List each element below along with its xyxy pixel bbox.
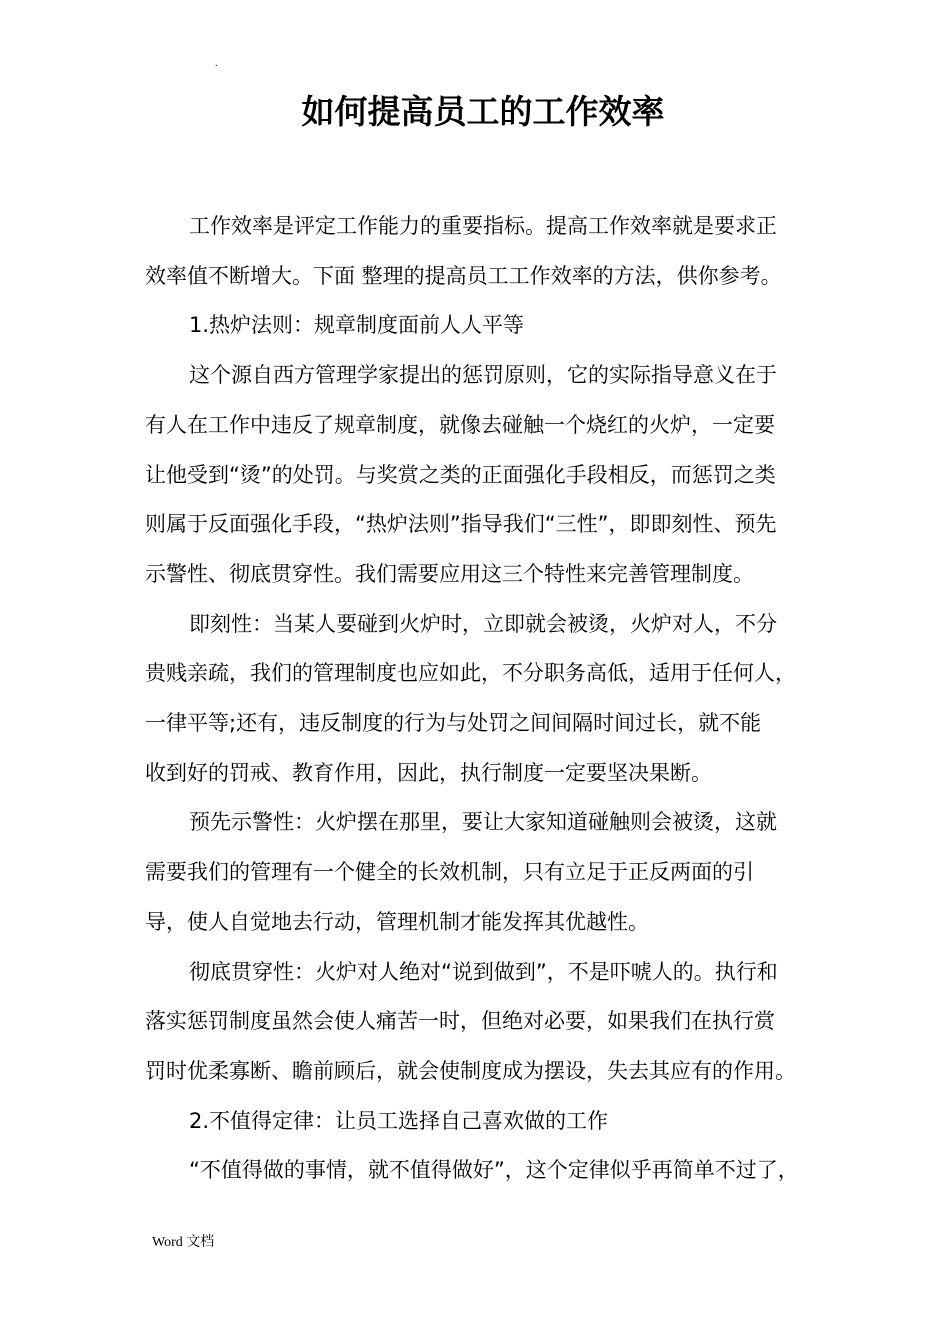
paragraph-line: 一律平等;还有，违反制度的行为与处罚之间间隔时间过长，就不能 (145, 711, 762, 736)
paragraph-line: 收到好的罚戒、教育作用，因此，执行制度一定要坚决果断。 (145, 760, 712, 785)
paragraph-line: 导，使人自觉地去行动，管理机制才能发挥其优越性。 (145, 909, 649, 934)
body-paragraph (145, 202, 820, 301)
body-paragraph (145, 351, 820, 600)
paragraph-line: 1.热炉法则：规章制度面前人人平等 (189, 313, 525, 338)
document-body (145, 202, 820, 1196)
body-paragraph (145, 798, 820, 947)
body-paragraph (145, 1146, 820, 1196)
paragraph-line: 即刻性：当某人要碰到火炉时，立即就会被烫，火炉对人，不分 (189, 611, 777, 636)
paragraph-line: 2.不值得定律：让员工选择自己喜欢做的工作 (189, 1108, 609, 1133)
body-paragraph (145, 1097, 820, 1147)
header-mark: . (215, 58, 218, 69)
paragraph-line: “不值得做的事情，就不值得做好”，这个定律似乎再简单不过了， (189, 1158, 799, 1183)
paragraph-line: 有人在工作中违反了规章制度，就像去碰触一个烧红的火炉，一定要 (145, 412, 775, 437)
paragraph-line: 则属于反面强化手段，“热炉法则”指导我们“三性”，即即刻性、预先 (145, 512, 777, 537)
paragraph-line: 彻底贯穿性：火炉对人绝对“说到做到”，不是吓唬人的。执行和 (189, 959, 778, 984)
paragraph-line: 让他受到“烫”的处罚。与奖赏之类的正面强化手段相反，而惩罚之类 (145, 462, 776, 487)
body-paragraph (145, 301, 820, 351)
body-paragraph (145, 948, 820, 1097)
paragraph-line: 落实惩罚制度虽然会使人痛苦一时，但绝对必要，如果我们在执行赏 (145, 1009, 775, 1034)
paragraph-line: 罚时优柔寡断、瞻前顾后，就会使制度成为摆设，失去其应有的作用。 (145, 1058, 796, 1083)
paragraph-line: 贵贱亲疏，我们的管理制度也应如此，不分职务高低，适用于任何人， (145, 661, 796, 686)
document-title: 如何提高员工的工作效率 (301, 92, 665, 131)
paragraph-line: 示警性、彻底贯穿性。我们需要应用这三个特性来完善管理制度。 (145, 561, 754, 586)
paragraph-line: 需要我们的管理有一个健全的长效机制，只有立足于正反两面的引 (145, 860, 754, 885)
page-footer: Word 文档 (152, 1235, 215, 1250)
body-paragraph (145, 600, 820, 799)
paragraph-line: 这个源自西方管理学家提出的惩罚原则，它的实际指导意义在于 (189, 363, 777, 388)
paragraph-line: 工作效率是评定工作能力的重要指标。提高工作效率就是要求正 (189, 214, 777, 238)
paragraph-line: 效率值不断增大。下面 整理的提高员工工作效率的方法，供你参考。 (145, 263, 782, 288)
paragraph-line: 预先示警性：火炉摆在那里，要让大家知道碰触则会被烫，这就 (189, 810, 777, 835)
